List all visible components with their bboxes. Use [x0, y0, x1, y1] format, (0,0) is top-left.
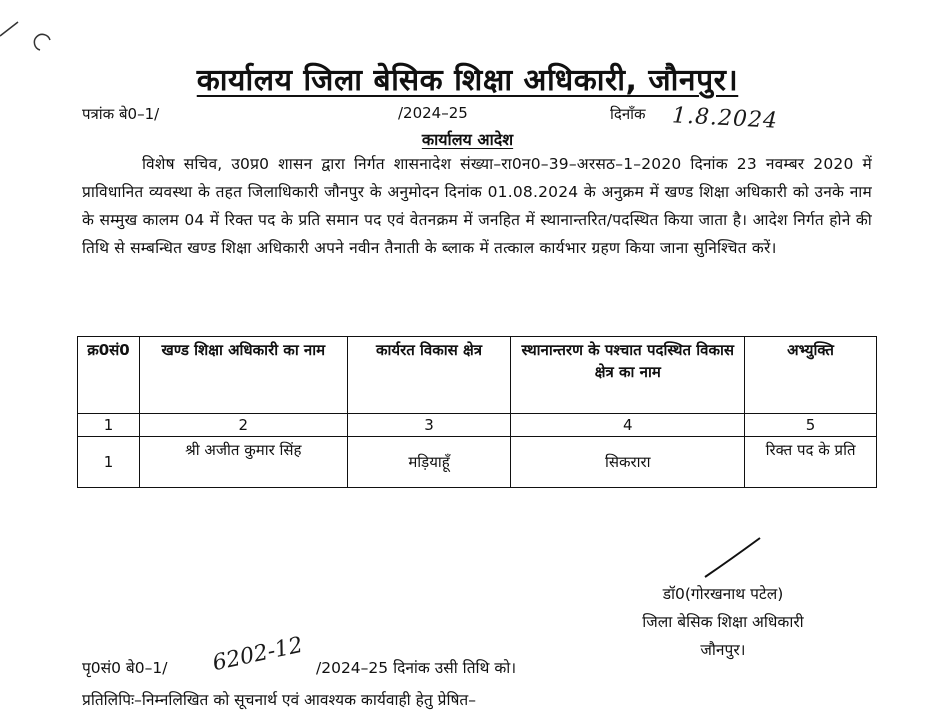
header-serial: क्र0सं0	[78, 337, 140, 414]
table-row	[78, 437, 877, 488]
cell-current-block: मड़ियाहूँ	[347, 437, 511, 488]
column-number-row	[78, 414, 877, 437]
column-number: 2	[139, 414, 347, 437]
cell-remarks: रिक्त पद के प्रति	[745, 437, 877, 488]
column-number: 4	[511, 414, 745, 437]
letter-number-label: पत्रांक बे0–1/	[82, 105, 160, 123]
office-title: कार्यालय जिला बेसिक शिक्षा अधिकारी, जौनपुर।	[196, 63, 739, 98]
table-header-row	[78, 337, 877, 414]
column-number: 1	[78, 414, 140, 437]
cell-serial: 1	[78, 437, 140, 488]
header-remarks: अभ्युक्ति	[745, 337, 877, 414]
date-label: दिनाँक	[610, 105, 646, 123]
signatory-place: जौनपुर।	[700, 641, 746, 659]
endorsement-ref-handwritten: 6202-12	[210, 632, 306, 677]
cell-new-block: सिकरारा	[511, 437, 745, 488]
endorsement-ref-prefix: पृ0सं0 बे0–1/	[82, 659, 168, 677]
copy-to-line: प्रतिलिपिः–निम्नलिखित को सूचनार्थ एवं आवश्यक कार्यवाही हेतु प्रेषित–	[82, 691, 476, 709]
header-current-block: कार्यरत विकास क्षेत्र	[347, 337, 511, 414]
signatory-name: डॉ0(गोरखनाथ पटेल)	[662, 585, 784, 603]
header-officer-name: खण्ड शिक्षा अधिकारी का नाम	[139, 337, 347, 414]
handwritten-date: 1.8.2024	[671, 103, 779, 134]
endorsement-ref-suffix: /2024–25 दिनांक उसी तिथि को।	[316, 659, 517, 677]
header-new-block: स्थानान्तरण के पश्चात पदस्थित विकास क्षेत्र का नाम	[511, 337, 745, 414]
column-number: 5	[745, 414, 877, 437]
transfer-table	[77, 336, 877, 488]
signatory-designation: जिला बेसिक शिक्षा अधिकारी	[642, 613, 804, 631]
office-heading	[0, 58, 935, 99]
letter-year: /2024–25	[398, 104, 468, 122]
order-paragraph: विशेष सचिव, उ0प्र0 शासन द्वारा निर्गत शासनादेश संख्या–रा0न0–39–अरसठ–1–2020 दिनांक 23 नवम्बर 2020 में प्राविधानित व्यवस्था के तहत जिलाधिकारी जौनपुर के अनुमोदन दिनांक 01.08.2024 के अनुक्रम में खण्ड शिक्षा अधिकारी को उनके नाम के सम्मुख कालम 04 में रिक्त पद के प्रति समान पद एवं वेतनक्रम में जनहित में स्थानान्तरित/पदस्थित किया जाता है। आदेश निर्गत होने की तिथि से सम्बन्धित खण्ड शिक्षा अधिकारी अपने नवीन तैनाती के ब्लाक में तत्काल कार्यभार ग्रहण किया जाना सुनिश्चित करें।	[82, 155, 872, 257]
scan-corner-mark	[0, 0, 60, 60]
cell-officer-name: श्री अजीत कुमार सिंह	[139, 437, 347, 488]
signature-stroke	[700, 535, 770, 580]
column-number: 3	[347, 414, 511, 437]
order-title: कार्यालय आदेश	[421, 130, 514, 149]
order-title-wrap	[0, 128, 935, 150]
